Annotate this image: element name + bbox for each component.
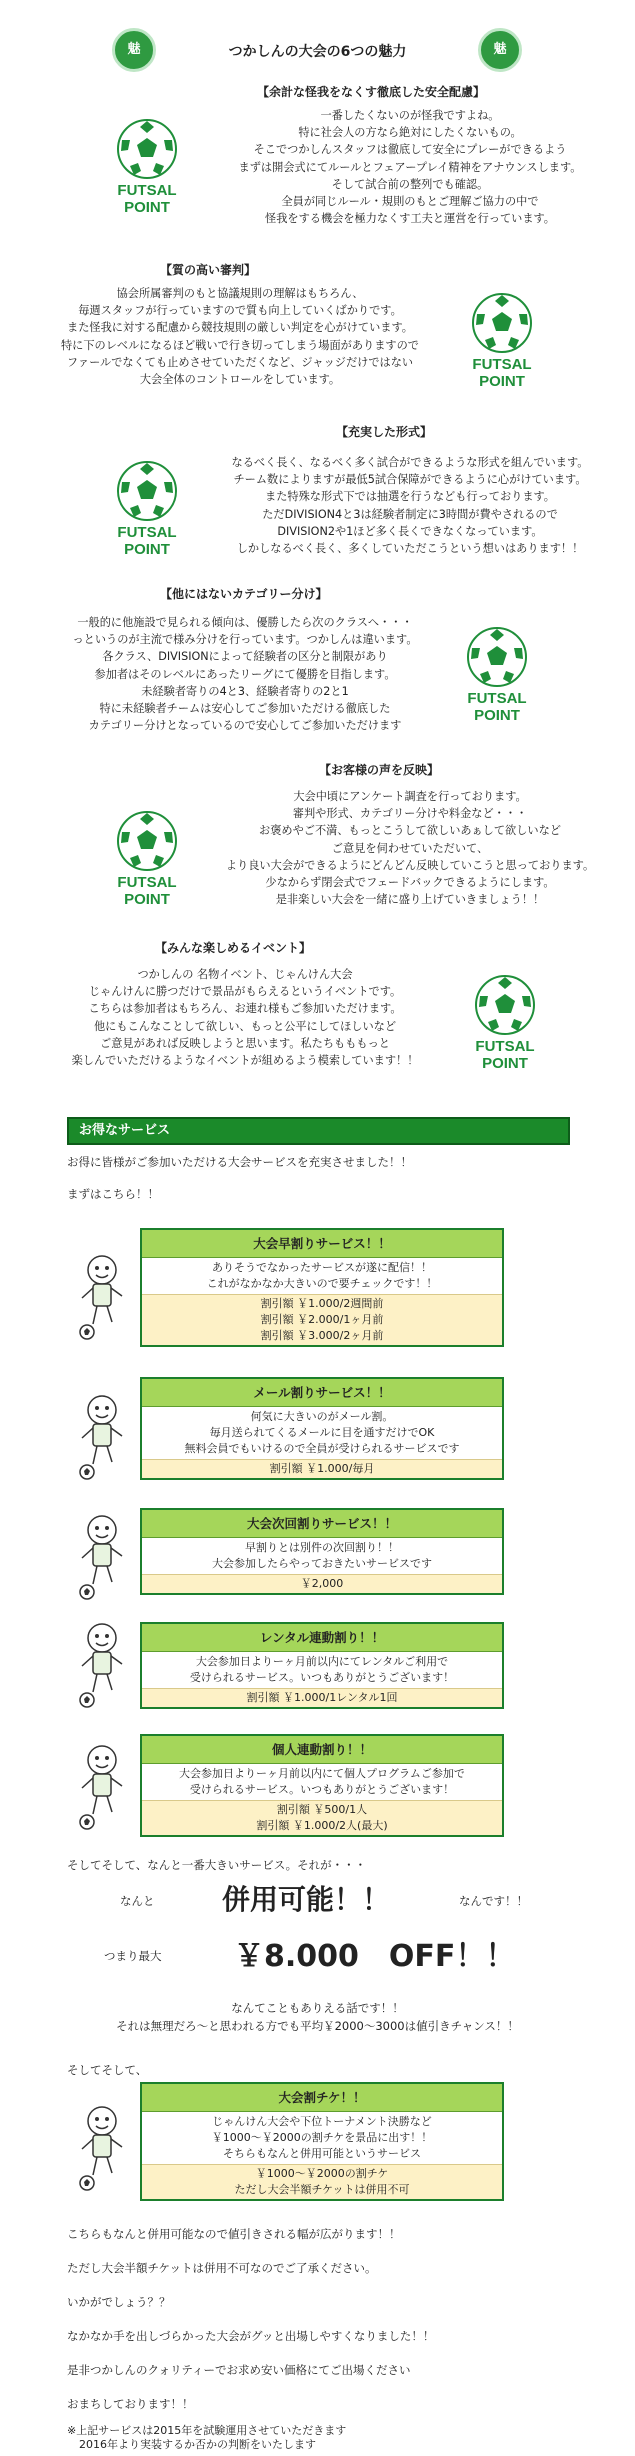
mascot-icon [76,1392,130,1482]
outro-line: なかなか手を出しづらかった大会がグッと出場しやすくなりました！！ [67,2329,435,2343]
soccer-ball-icon [116,810,178,872]
soccer-ball-icon [116,460,178,522]
service-card-ticket [140,2082,504,2201]
outro-line: こちらもなんと併用可能なので値引きされる幅が広がります！！ [67,2227,401,2241]
card-prices: 割引額 ￥1.000/毎月 [142,1459,502,1478]
soccer-ball-icon [474,974,536,1036]
futsal-point-logo: FUTSAL POINT [462,974,548,1082]
soccer-ball-icon [466,626,528,688]
mascot-icon [76,1512,130,1602]
combo-after1: なんてこともありえる話です！！ [231,2001,404,2015]
feature-body: 一番したくないのが怪我ですよね。 特に社会人の方なら絶対にしたくないもの。 そこでつかしんスタッフは徹底して安全にプレーができるよう まずは開会式にてルールとフェアープレイ精神をアナウンスします。 そして試合前の整列でも確認。 全員が同じルール・規則のもとご理解ご協力の中で 怪我をする機会を極力なくす工夫と運営を行っています。 [238,109,582,226]
footnote: ※上記サービスは2015年を試験運用させていただきます 2016年より実装するか否かの判断をいたします [67,2424,347,2451]
card-title: 大会次回割りサービス！！ [142,1510,502,1538]
card-title: メール割りサービス！！ [142,1379,502,1407]
card-desc: 大会参加日よりーヶ月前以内にてレンタルご利用で 受けられるサービス。いつもありがとうございます！ [189,1655,455,1684]
services-heading: お得なサービス [67,1117,570,1145]
soccer-ball-icon [116,118,178,180]
feature-title: 【質の高い審判】 [160,263,257,277]
card-prices: ￥1000～￥2000の割チケ ただし大会半額チケットは併用不可 [142,2164,502,2199]
feature-category [0,586,635,756]
card-title: 個人連動割り！！ [142,1736,502,1764]
outro-line: 是非つかしんのクォリティーでお求め安い価格にてご出場ください [67,2363,411,2377]
service-card-personal [140,1734,504,1837]
feature-body: 大会中頃にアンケート調査を行っております。 審判や形式、カテゴリー分けや料金など・・・ お褒めやご不満、もっとこうして欲しいあぁして欲しいなど ご意見を伺わせていただいて、 より良い大会ができるようにどんどん反映していこうと思っております。 少なからず閉会式でフェードバックできるようにします。 是非楽しい大会を一緒に盛り上げていきましょう！！ [225,790,595,907]
feature-body: 協会所属審判のもと協議規則の理解はもちろん、 毎週スタッフが行っていますので質も向上していくばかりです。 また怪我に対する配慮から競技規則の厳しい判定を心がけています。 特に下のレベルになるほど戦いで行き切ってしまう場面がありますので ファールでなくても止めさせていただくなど、ジャッジだけではない 大会全体のコントロールをしています。 [60,287,419,387]
feature-safety [0,84,635,244]
card-desc: 早割りとは別件の次回割り！！ 大会参加したらやっておきたいサービスです [212,1541,432,1570]
badge-icon: 魅 [112,28,156,72]
services-first: まずはこちら！！ [67,1187,159,1201]
outro-line: おまちしております！！ [67,2397,194,2411]
card-title: 大会早割りサービス！！ [142,1230,502,1258]
feature-title: 【他にはないカテゴリー分け】 [160,587,328,601]
feature-body: つかしんの 名物イベント、じゃんけん大会 じゃんけんに勝つだけで景品がもらえるというイベントです。 こちらは参加者はもちろん、お連れ様もご参加いただけます。 他にもこんなことして欲しい、もっと公平にしてほしいなど ご意見があれば反映しようと思います。私たちもももっと 楽しんでいただけるようなイベントが組めるよう模索しています！！ [71,968,419,1068]
card-desc: 何気に大きいのがメール割。 毎月送られてくるメールに目を通すだけでOK 無料会員でもいけるので全員が受けられるサービスです [184,1410,460,1455]
services-intro: お得に皆様がご参加いただける大会サービスを充実させました！！ [67,1155,412,1169]
service-card-next [140,1508,504,1595]
feature-format [0,424,635,574]
card-prices: 割引額 ￥1.000/1レンタル1回 [142,1688,502,1707]
page-title: つかしんの大会の6つの魅力 [228,44,407,60]
feature-referee [0,262,635,422]
feature-title: 【みんな楽しめるイベント】 [155,941,312,955]
outro-line: いかがでしょう？？ [67,2295,171,2309]
service-card-rental [140,1622,504,1709]
soshite: そしてそして、 [67,2063,148,2077]
feature-title: 【充実した形式】 [336,425,433,439]
feature-feedback [0,762,635,932]
combo-after2: それは無理だろ～と思われる方でも平均￥2000～3000は値引きチャンス！！ [116,2019,519,2033]
card-desc: 大会参加日よりーヶ月前以内にて個人プログラムご参加で 受けられるサービス。いつもありがとうございます！ [179,1767,465,1796]
combo-desu: なんです！！ [459,1894,528,1908]
futsal-point-logo: FUTSAL POINT [104,810,190,918]
feature-events [0,940,635,1100]
mascot-icon [76,2103,130,2193]
combo-nanto: なんと [120,1894,155,1908]
futsal-point-logo: FUTSAL POINT [104,460,190,568]
mascot-icon [76,1742,130,1832]
card-prices: ￥2,000 [142,1574,502,1593]
soccer-ball-icon [471,292,533,354]
badge-icon: 魅 [478,28,522,72]
outro-line: ただし大会半額チケットは併用不可なのでご了承ください。 [67,2261,377,2275]
card-prices: 割引額 ￥500/1人 割引額 ￥1.000/2人(最大) [142,1800,502,1835]
service-card-mail [140,1377,504,1480]
futsal-point-logo: FUTSAL POINT [454,626,540,734]
combo-big-off: ￥8.000 OFF！！ [234,1939,516,1974]
card-prices: 割引額 ￥1.000/2週間前 割引額 ￥2.000/1ヶ月前 割引額 ￥3.000/2ヶ月前 [142,1294,502,1345]
service-card-early [140,1228,504,1347]
combo-max: つまり最大 [104,1949,162,1963]
feature-body: なるべく長く、なるべく多く試合ができるような形式を組んでいます。 チーム数によりますが最低5試合保障ができるように心がけています。 また特殊な形式下では抽選を行うなども行っております。 ただDIVISION4と3は経験者制定に3時間が費やされるので DIVISION2や1ほど多く長くできなくなっています。 しかしなるべく長く、多くしていただこうという想いはあります！！ [231,456,589,556]
futsal-point-logo: FUTSAL POINT [459,292,545,400]
mascot-icon [76,1252,130,1342]
feature-title: 【お客様の声を反映】 [319,763,440,777]
card-title: レンタル連動割り！！ [142,1624,502,1652]
futsal-point-logo: FUTSAL POINT [104,118,190,226]
feature-body: 一般的に他施設で見られる傾向は、優勝したら次のクラスへ・・・ っというのが主流で様み分けを行っています。つかしんは違います。 各クラス、DIVISIONによって経験者の区分と制限があり 参加者はそのレベルにあったリーグにて優勝を目指します。 未経験者寄りの4と3、経験者寄りの2と1 特に未経験者チームは安心してご参加いただける徹底した カテゴリー分けとなっているので安心してご参加いただけます [72,616,418,733]
combo-big-available: 併用可能！！ [222,1883,391,1916]
card-desc: じゃんけん大会や下位トーナメント決勝など ￥1000～￥2000の割チケを景品に出す！！ そちらもなんと併用可能というサービス [211,2115,433,2160]
mascot-icon [76,1620,130,1710]
combo-lead: そしてそして、なんと一番大きいサービス。それが・・・ [67,1858,367,1872]
feature-title: 【余計な怪我をなくす徹底した安全配慮】 [257,85,486,99]
card-title: 大会割チケ！！ [142,2084,502,2112]
card-desc: ありそうでなかったサービスが遂に配信！！ これがなかなか大きいので要チェックです！！ [206,1261,438,1290]
